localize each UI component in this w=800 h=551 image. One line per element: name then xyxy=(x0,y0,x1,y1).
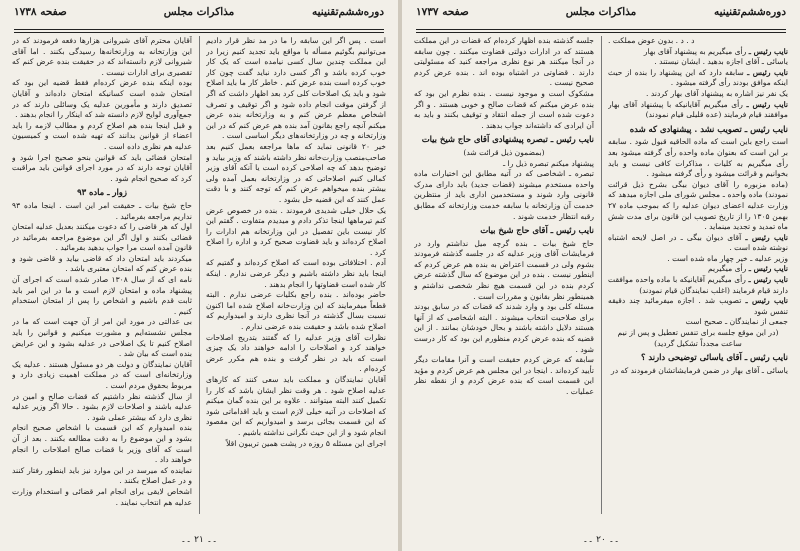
column-divider xyxy=(601,36,602,514)
paragraph: جمعی از نمایندگان ـ صحیح است xyxy=(685,317,788,327)
speaker-label: نایب رئیس ـ xyxy=(748,264,788,274)
paragraph: حاج شیخ بیات ـ حقیقت امر این است . اینجا ماده ۹۳ نداریم مراجعه بفرمائید . xyxy=(12,200,192,221)
section-heading: نایب رئیس ـ آقای حاج شیخ بیات xyxy=(480,225,594,236)
speaker-line xyxy=(608,233,788,254)
text-column-right xyxy=(608,36,788,516)
paragraph: است . پس اگر این سابقه را ما در مد نظر قرار دادیم می‌توانیم بگوئیم مسأله با مواقع باید تجدید کنیم زیرا در این مملکت چندین سال کسی نیامده است که یک کار خوب کرده باشد و اگر کسی دارد نباید گفت چون کار خوب کرده است بنده عرض کنم . خاطر کار ما باید اصلاح شود و باید یک اصلاحات کلی کرد بعد اظهار داشت که اگر از گرفتن موقت انجام داده شود و اگر توقیف و تصرف اشخاص معظم عرض کنم و به وزارتخانه بنده عرض میکنم آنچه راجع بقانون آمد بنده هم عرض کنم که در این وزارتخانه و چه در وزارتخانه‌های دیگر اساسی است . xyxy=(206,36,386,141)
paragraph: جلسه گذشته بنده اظهار کرده‌ام که قضات در این مملکت هستند که در ادارات دولتی قضاوت میکنند . چون سابقه در آنجا میکنند هر نوع نظری مراجعه کنید که مسئولیتی دارند . قضاوتی در اشتباه بوده اند . بنده عرض کردم صحیح نیست . xyxy=(414,36,594,88)
paragraph: مسئله کلی بود و وارد شدند که قضات که در سابق بودند برای صلاحیت انتخاب میشوند . البته اشخاصی که از آنها هستند دلایل داشته باشند و بحال خودشان بمانند . از این قضیه که بنده عرض کردم منظورم این بود که کار درست شود . xyxy=(414,302,594,354)
column-divider xyxy=(199,36,200,514)
speech-text: یاسائی ـ آقای اجازه بدهید . ایشان نیستند . xyxy=(654,57,788,67)
section-heading: نایب رئیس ـ آقای یاسائی توضیحی دارند ؟ xyxy=(640,352,788,363)
speech-text: وزیر عدلیه ـ خیر چهار ماه شده است . xyxy=(667,253,788,263)
speaker-line xyxy=(608,68,788,89)
header-rule xyxy=(14,29,384,30)
speaker-label: نایب رئیس ـ xyxy=(746,99,788,109)
paragraph: آقایان نمایندگان و مملکت باید سعی کنند که کارهای عدلیه اصلاح شود . هر وقت نظر ایشان باشد که کار را تکمیل کنند البته میتوانند . علاوه بر این بنده گمان میکنم که اصلاحات در آتیه خیلی لازم است و باید اقداماتی شود که این قسمت بجائی برسد و امیدواریم که این مقصود انجام شود و از این حیث نگرانی نداشته باشیم . xyxy=(206,375,386,437)
speaker-label: نایب رئیس ـ xyxy=(748,46,788,56)
paragraph: آدم . اختلافاتی بوده است که اصلاح کرده‌اند و گفتیم که اینجا باید نظر داشته باشیم و دیگر عرضی ندارم . اینکه کار شده است قضاوتها را انجام بدهند . xyxy=(206,258,386,289)
page-header xyxy=(14,6,384,30)
page-header xyxy=(416,6,786,30)
paragraph: حاضر بوده‌اند . بنده راجع بکلیات عرضی ندارم . البته قطعاً میفرمایند که این وزارت‌خانه اصلاح شده اما اکنون نسبت بسال گذشته در آنجا نظری دارند و امیدواریم که اصلاح شده باشد و حقیقت بنده عرضی ندارم . xyxy=(206,290,386,332)
paragraph: نامه ای که از سال ۱۳۰۸ صادر شده است که اجرای آن پیشنهاد ماده و امتحان لازم است و ما در این امر باید ثابت قدم باشیم و اشخاص را پس از امتحان استخدام کنیم . xyxy=(12,275,192,316)
speech-text: رأی میگیریم آقایانیکه با پیشنهاد آقای بهار موافقند قیام فرمایند (عده قلیلی قیام نمودند) xyxy=(608,99,788,120)
speaker-line xyxy=(608,275,788,296)
paragraph: اشخاص لایقی برای انجام امر قضائی و استخدام وزارت عدلیه هم انتخاب نمایند . xyxy=(12,486,192,507)
speech-text: رأی میگیریم xyxy=(707,264,747,274)
speaker-line xyxy=(608,254,788,265)
paragraph: اجرای این مسئله ۵ روزه در پشت همین تریبون اقلاً xyxy=(226,438,386,448)
speech-text: آقای دیوان بیگی ـ در اصل لایحه اشتباه نوشته شده است . xyxy=(608,232,788,253)
section-subheading: (بمضمون ذیل قرائت شد) xyxy=(463,147,545,157)
page-number: صفحه ۱۷۳۷ xyxy=(416,6,469,18)
header-rule-double xyxy=(14,32,384,33)
section-heading: زوار ـ ماده ۹۳ xyxy=(77,187,127,198)
speaker-line xyxy=(608,100,788,121)
page-number: صفحه ۱۷۳۸ xyxy=(14,6,67,18)
paragraph: پیشنهاد میکنم تبصره ذیل را ـ xyxy=(502,158,594,168)
speaker-line xyxy=(608,57,788,68)
paragraph: سابقه که عرض کردم حقیقت است و آنرا مقامات دیگر تأیید کرده‌اند . اینجا در این مجلس هم عرض کردم و مؤید این قسمت است که بنده عرض کردم و از نقطه نظر عملیات . xyxy=(414,355,594,396)
paragraph: خیر ۲۰ قانونی نماید که ماها مراجعه بعمل کنیم بعد صاحب‌منصب وزارت‌خانه نظر داشته باشند که وزیر بیاید و توضیح بدهد که چه اصلاحی کرده است یا آنکه آقای وزیر کمالی کنیم اصلاحاتی که در وزارتخانه بعمل آمده ولی بیشتر بنده میخواهم عرض کنم که توجه کنند و با دقت عمل کنند که این قضیه حل بشود . xyxy=(206,141,386,204)
speech-text: یک نفر نیز اشاره به پیشنهاد آقای بهار کردند . xyxy=(646,88,788,98)
publication-title: مذاکرات مجلس xyxy=(565,6,637,18)
paragraph: د . د . بدون عوض مملکت . xyxy=(608,36,695,45)
paragraph: است راجع باین است که ماده الحاقیه قبول شود . سابقه بر این است که بعنوان ماده واحده رأی گرفته میشود بعد رأی میگیریم به کلیات ، مذاکرات کافی نیست و باید بخوانیم و قرائت میشود و رأی گرفته میشود . xyxy=(608,137,788,179)
section-heading: نایب رئیس ـ تبصره پیشنهادی آقای حاج شیخ بیات xyxy=(421,134,594,145)
text-column-left xyxy=(12,36,192,516)
speech-text: سابقه دارد که این پیشنهاد را بنده از حیث اینکه موافق بودند رأی گرفته میشود . xyxy=(608,67,788,88)
speaker-line xyxy=(608,264,788,275)
speaker-label: نایب رئیس ـ xyxy=(747,67,788,77)
paragraph: بی عدالتی در مورد این امر از آن جهت است که ما در مجلس نشسته‌ایم و مشورت میکنیم و قوانین را باید اصلاح کنیم تا یک اصلاحی در عدلیه بشود و این عرایض بنده است که بیان شد . xyxy=(12,317,192,359)
speaker-label: نایب رئیس ـ xyxy=(745,296,788,306)
section-heading: نایب رئیس ـ تصویب نشد . پیشنهادی که شده xyxy=(629,123,788,134)
page-footer-number: ۔۔ ۲۱ ۔۔ xyxy=(180,535,218,545)
paragraph: از سال گذشته نظر داشتیم که قضات صالح و امین در عدلیه باشند و اصلاحات لازم بشود . حالا اگر وزیر عدلیه نظری دارد که بیشتر عملی شود . xyxy=(12,391,192,422)
series-title: دوره‌ششم‌تقنینیه xyxy=(713,6,786,18)
header-rule-double xyxy=(416,32,786,33)
paragraph: مشکوک است و موجود نیست . بنده نظرم این بود که بنده عرض میکنم که قضات صالح و خوبی هستند . و اگر دعوت شده است از جمله انتقاد و توقیف بکنند و باید به آن ایرادی که داشته‌اند جواب بدهند . xyxy=(414,88,594,130)
paragraph: و قبل اینجا بنده هم اصلاح کردم و مطالب لازمه را باید اعضاء از قوانین بدانند که تهیه شده است و کمیسیون عدلیه هم نظری داده است . xyxy=(12,120,192,151)
paragraph: یاسائی ـ آقای بهار در ضمن فرمایشاتشان فرمودند که در xyxy=(611,365,788,375)
speech-text: رأی میگیریم به پیشنهاد آقای بهار xyxy=(643,46,747,56)
header-rule xyxy=(416,29,786,30)
paragraph: اول که هر قاضی را که دعوت میکنند بعدیل عدلیه امتحان قضائی بکنند و اول اگر این موضوع مراجعه بفرمائید در قانون آمده است مرا جواب بدهید بفرمائید . xyxy=(12,222,192,253)
paragraph: آقایان نمایندگان و دولت هر دو مسئول هستند . عدلیه یک وزارتخانه‌ای است که در مملکت اهمیت زیادی دارد و مربوط بحقوق مردم است . xyxy=(12,359,192,390)
left-page xyxy=(0,0,398,551)
paragraph: آقایان محترم آقای شیروانی هزارها دفعه فرمودند که در این وزارتخانه به وزارتخانه‌ها رسیدگی بکنند . اما آقای شیروانی لازم دانسته‌اند که در حقیقت بنده عرض کنم که تقصیری برای ادارات نیست . xyxy=(12,36,192,77)
paragraph: (در این موقع جلسه برای تنفس تعطیل و پس از نیم ساعت مجدداً تشکیل گردید) xyxy=(617,328,779,348)
speech-text: رأی میگیریم آقایانیکه با ماده واحده موافقت دارند قیام فرمایند (اغلب نمایندگان قیام نمودند) xyxy=(608,275,788,295)
paragraph: امتحان قضائی باید که قوانین بنحو صحیح اجرا شود و آقایان توجه دارند که در مورد اجرای قوانین باید مراقبت کرد که صحیح انجام شود . xyxy=(12,152,192,183)
paragraph: تبصره ـ اشخاصی که در آتیه مطابق این اختیارات ماده واحده مستخدم میشوند (قضات جدید) باید دارای مدرک قانونی وارد شوند و مستخدمین اداری باید از منتظرین خدمت آن وزارتخانه با سابقه خدمت وزارتخانه که مطابق رقبه انتظار خدمت شوند . xyxy=(414,169,594,221)
series-title: دوره‌ششم‌تقنینیه xyxy=(311,6,384,18)
paragraph: بنده امیدوارم که این قسمت با اشخاص صحیح انجام بشود و این موضوع را به دقت مطالعه بکنند . بعد از آن است که آقای وزیر با قضات صالح اصلاحات را انجام خواهند داد . xyxy=(12,423,192,465)
paragraph: بوده اینکه بنده عرض کرده‌ام فقط قضیه این بود که امتحان شده است کسانیکه امتحان داده‌اند و آقایان تصدیق دارند و مأمورین عدلیه یک وسائلی دارند که در جمع‌آوری لوایح لازم دانسته شد که اینکار را انجام بدهند . xyxy=(12,78,192,120)
page-footer-number: ۔۔ ۲۰ ۔۔ xyxy=(582,535,620,545)
speaker-line xyxy=(608,89,788,100)
speaker-line xyxy=(608,296,788,317)
speech-text: تصویب شد . اجازه میفرمائید چند دقیقه تنفس شود xyxy=(608,296,788,316)
paragraph: میکردند باید امتحان داد که قاضی بیاید و قاضی شود و بنده عرض کنم که امتحان معتبری باشد . xyxy=(12,253,192,274)
speaker-label: نایب رئیس ـ xyxy=(745,232,788,242)
speaker-line xyxy=(608,47,788,58)
publication-title: مذاکرات مجلس xyxy=(163,6,235,18)
paragraph: نماینده که میرسد در این موارد نیز باید اینطور رفتار کنند و در عمل اصلاح بکنند . xyxy=(12,465,192,486)
text-column-right xyxy=(206,36,386,516)
paragraph: نظرات آقای وزیر عدلیه را که گفتند بتدریج اصلاحات خواهند کرد و اصلاحات را ادامه خواهند داد یک چیزی است که باید در نظر گرفت و بنده هم مکرر عرض کرده‌ام . xyxy=(206,332,386,374)
speaker-label: نایب رئیس ـ xyxy=(748,275,788,285)
paragraph: حاج شیخ بیات ـ بنده گرچه میل نداشتم وارد در فرمایشات آقای وزیر عدلیه که در جلسه گذشته فرمودند بشوم ولی در قسمت اعتراض به بنده هم عرض کردم که اینطور نیست . بنده در این موضوع که سال گذشته عرض کردم بنده در این قسمت هیچ نظر شخصی نداشتم و همینطور نظر بقانون و مقررات است . xyxy=(414,238,594,301)
right-page xyxy=(402,0,800,551)
paragraph: یک حلال خیلی شدیدی فرمودند . بنده در خصوص عرض کنم تیرماهها اینجا تذکر دادم و میدیدم متفاوت . گفتم این کار نیست باین تفصیل در این وزارتخانه هم ادارات را اصلاح کرده‌اند و باید قضاوت صحیح کرد و اداره را اصلاح کرد . xyxy=(206,205,386,257)
paragraph: (ماده مزبوره را آقای دیوان بیگی بشرح ذیل قرائت نمودند) ماده واحده ـ مجلس شورای ملی اجازه میدهد که وزارت عدلیه اعضای دیوان عدلیه را که بموجب ماده ۲۷ بهمن ۱۳۰۵ را از تاریخ تصویب این قانون برای مدت شش ماه تمدید و تجدید مینماید . xyxy=(608,179,788,232)
text-column-left xyxy=(414,36,594,516)
